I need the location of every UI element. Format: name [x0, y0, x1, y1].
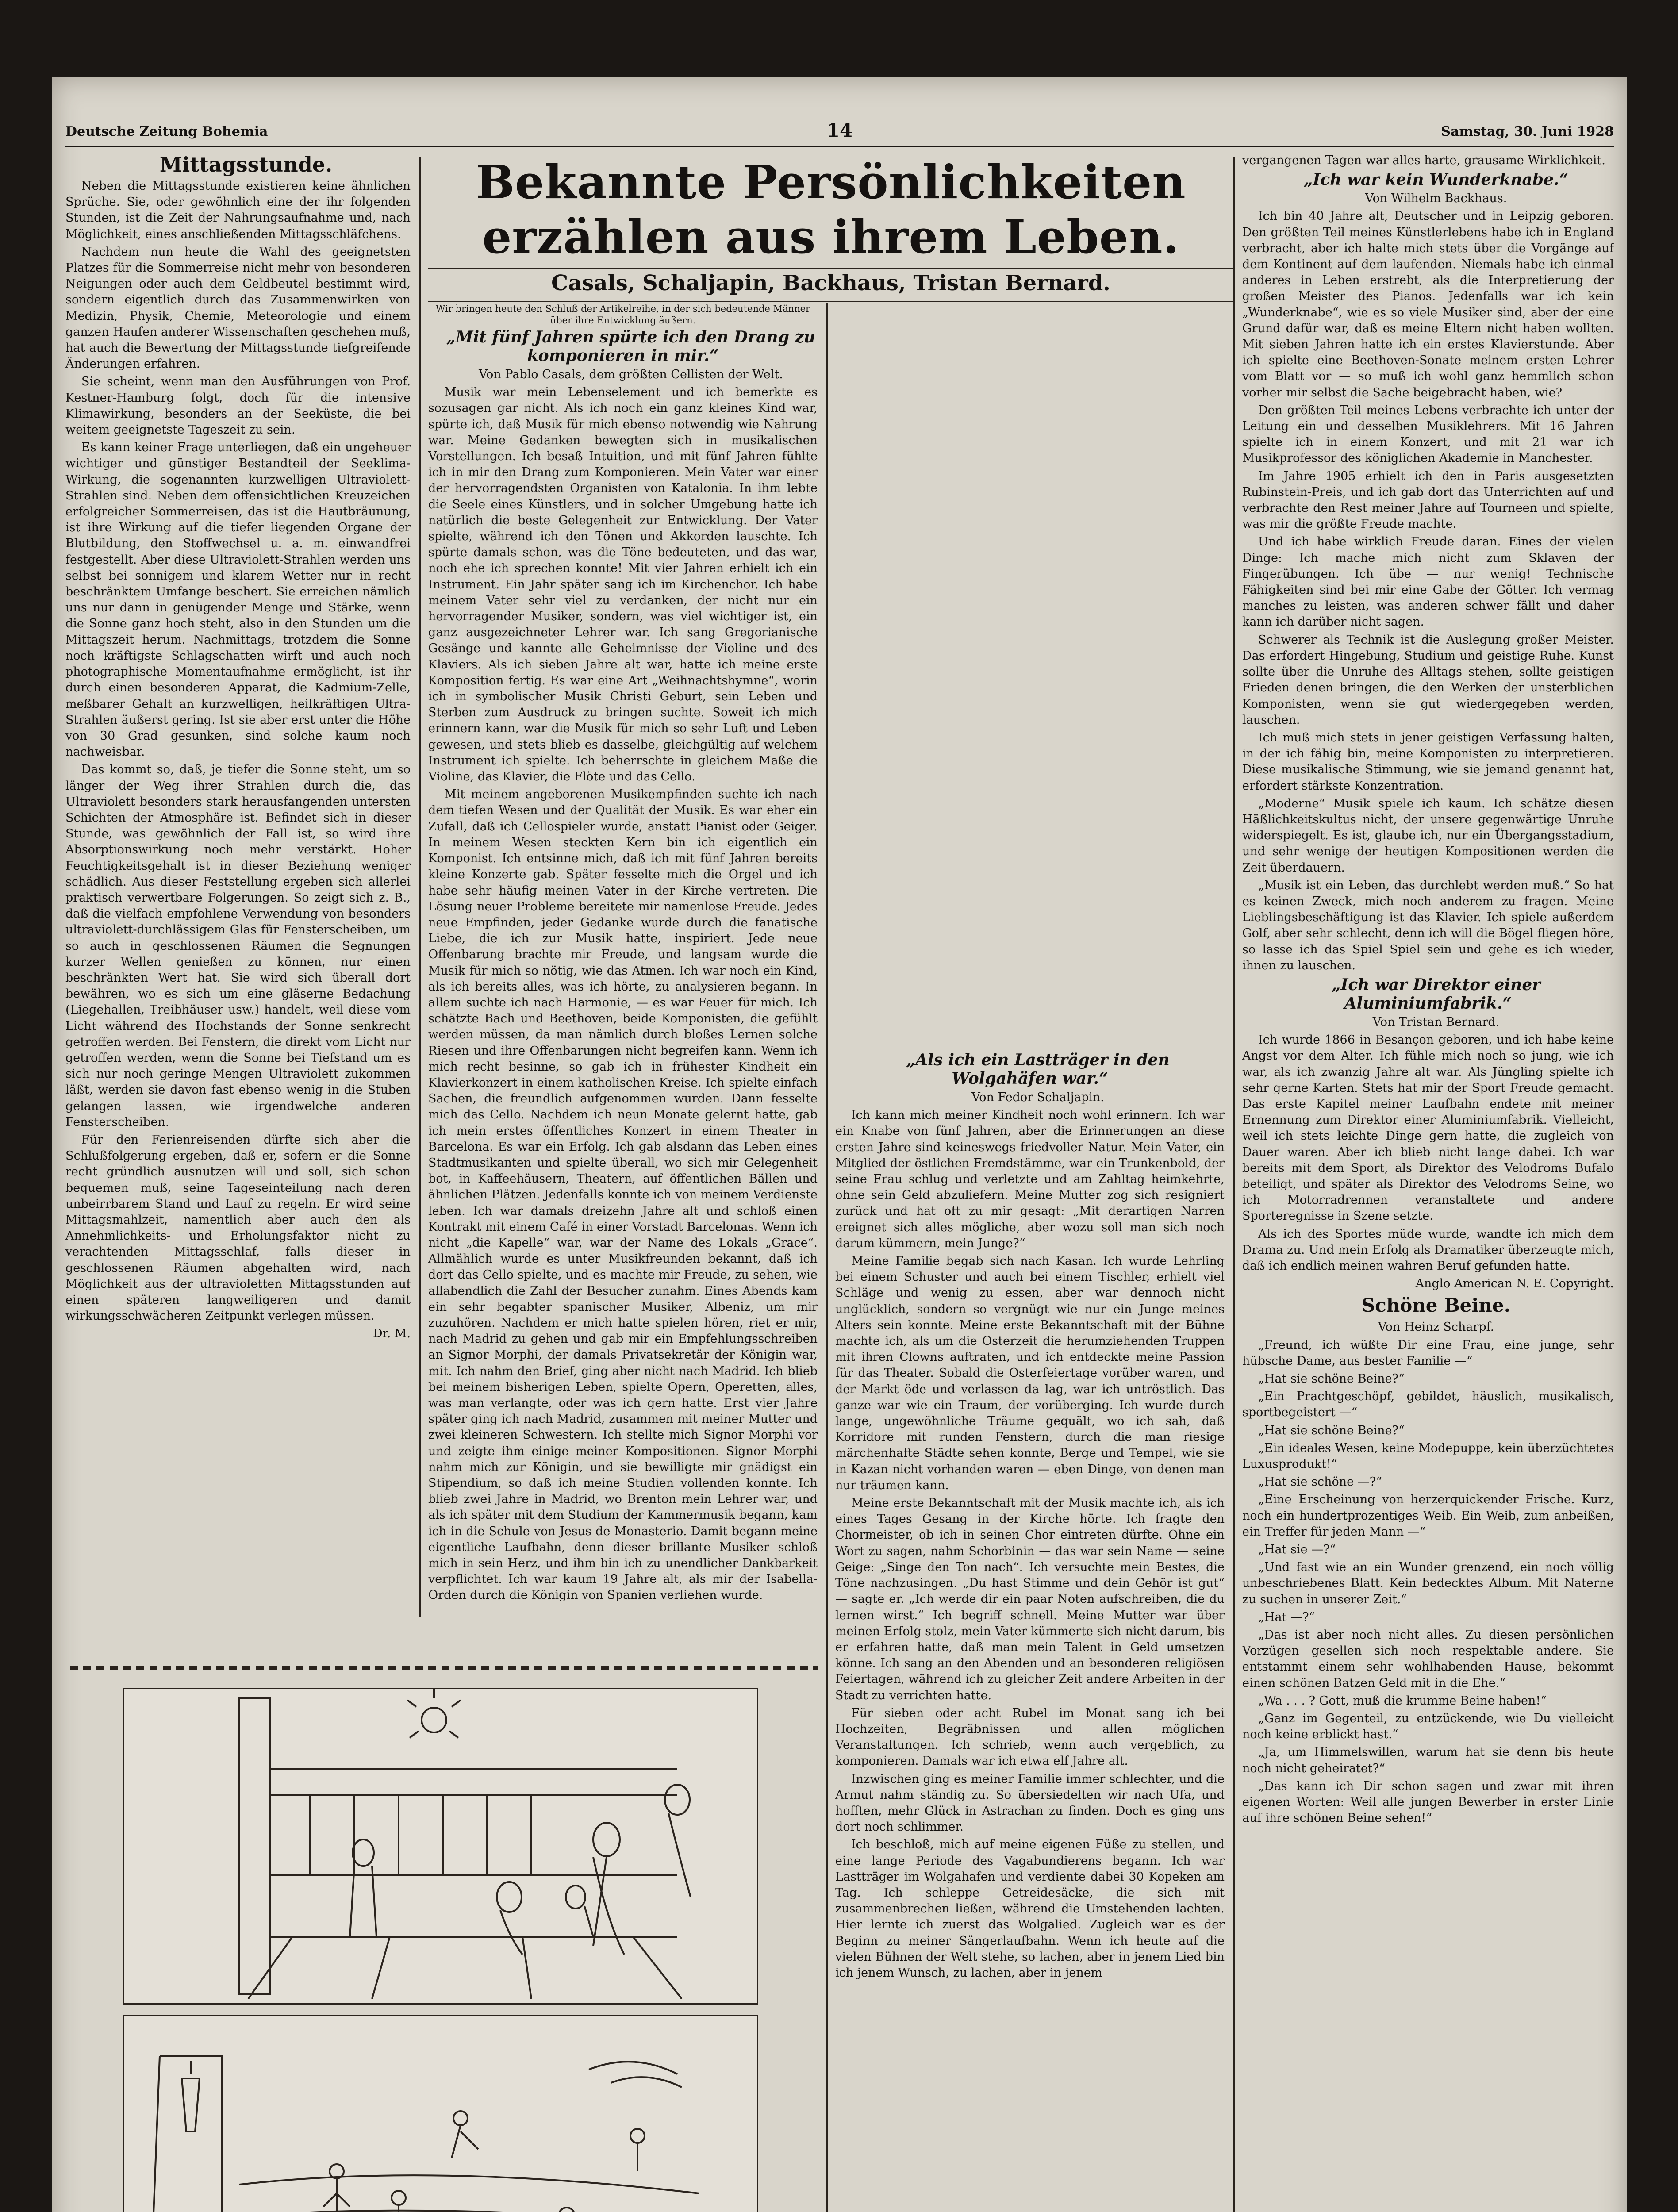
byline: Von Pablo Casals, dem größten Cellisten der Welt.: [479, 368, 783, 381]
story-title: Schöne Beine.: [1361, 1294, 1511, 1317]
issue-date: Samstag, 30. Juni 1928: [1441, 124, 1614, 139]
column-rule: [1233, 157, 1235, 2212]
byline: Von Heinz Scharpf.: [1378, 1320, 1494, 1334]
paragraph: Meine erste Bekanntschaft mit der Musik machte ich, als ich eines Tages Gesang in der Kirche hörte. Ich fragte den Chormeister, ob ich in seinen Chor eintreten dürfte. Ohne ein Wort zu sagen, nahm Schorbinin — das war sein Name — seine Geige: „Singe den Ton nach“. Ich versuchte mein Bestes, die Töne nachzusingen. „Du hast Stimme und dein Gehör ist gut“ — sagte er. „Ich werde dir ein paar Noten aufschreiben, die du lernen wirst.“ Ich begriff schnell. Meine Mutter war über meinen Erfolg stolz, mein Vater kümmerte sich nicht darum, bis er erfahren hatte, daß man mein Talent in Geld umsetzen könne. Ich sang an den Abenden und an besonderen religiösen Feiertagen, während ich zu gleicher Zeit andere Arbeiten in der Stadt zu verrichten hatte.: [835, 1496, 1225, 1702]
column-rule: [419, 157, 421, 1617]
paragraph: Meine Familie begab sich nach Kasan. Ich wurde Lehrling bei einem Schuster und auch bei einem Tischler, erhielt viel Schläge und wenig zu essen, aber war dennoch nicht unglücklich, sondern so vergnügt wie nur ein Junge meines Alters sein konnte. Meine erste Bekanntschaft mit der Bühne machte ich, als um die Osterzeit die herumziehenden Truppen mit ihren Clowns auftraten, und ich entdeckte meine Passion für das Theater. Sobald die Osterfeiertage vorüber waren, und der Markt öde und verlassen da lag, war ich untröstlich. Das ganze war wie ein Traum, der vorüberging. Ich wurde durch lange, ungewöhnliche Träume gequält, wo ich sah, daß Korridore mit runden Fenstern, durch die man riesige märchenhafte Städte sehen konnte, Berge und Tempel, wie sie in Kazan nicht vorhanden waren — eben Dinge, von denen man nur träumen kann.: [835, 1254, 1225, 1492]
section-title: „Als ich ein Lastträger in den Wolgahäfen war.“: [906, 1051, 1170, 1088]
paragraph: Es kann keiner Frage unterliegen, daß ein ungeheuer wichtiger und günstiger Bestandteil der Seeklima-Wirkung, die sogenannten kurzwelligen Ultraviolett-Strahlen sind. Neben dem offensichtlichen Kreuzeichen erfolgreicher Sommerreisen, das ist die Hautbräunung, ist ihre Wirkung auf die tiefer liegenden Organe der Blutbildung, den Stoffwechsel u. a. m. einwandfrei festgestellt. Aber diese Ultraviolett-Strahlen werden uns selbst bei sonnigem und klarem Wetter nur in recht beschränktem Umfange beschert. Sie erreichen nämlich uns nur dann in genügender Menge und Stärke, wenn die Sonne ganz hoch steht, also in den Stunden um die Mittagszeit herum. Nachmittags, trotzdem die Sonne noch kräftigste Schlagschatten wirft und auch noch photographische Momentaufnahme ermöglicht, ist ihr durch einen besonderen Apparat, die Kadmium-Zelle, meßbarer Gehalt an kurzwelligen, heilkräftigen Ultra-Strahlen äußerst gering. Ist sie aber erst unter die Höhe von 30 Grad gesunken, sind solche kaum noch nachweisbar.: [65, 441, 411, 759]
byline: Von Fedor Schaljapin.: [971, 1091, 1104, 1104]
paragraph: „Ja, um Himmelswillen, warum hat sie denn bis heute noch nicht geheiratet?“: [1242, 1745, 1614, 1775]
section-title: „Ich war kein Wunderknabe.“: [1303, 170, 1569, 189]
paragraph: „Hat sie —?“: [1258, 1543, 1336, 1557]
paragraph: Ich muß mich stets in jener geistigen Verfassung halten, in der ich fähig bin, meine Komponisten zu interpretieren. Diese musikalische Stimmung, wie sie jemand genannt hat, erfordert stärkste Konzentration.: [1242, 730, 1614, 793]
byline: Von Tristan Bernard.: [1372, 1015, 1500, 1029]
paragraph: „Moderne“ Musik spiele ich kaum. Ich schätze diesen Häßlichkeitskultus nicht, der unsere gegenwärtige Unruhe widerspiegelt. Es ist, glaube ich, nur ein Übergangsstadium, und sehr wenige der heutigen Kompositionen werden die Zeit überdauern.: [1242, 796, 1614, 875]
paragraph: „Eine Erscheinung von herzerquickender Frische. Kurz, noch ein hundertprozentiges Weib. Ein Weib, zum anbeißen, ein Treffer für jeden Mann —“: [1242, 1493, 1614, 1539]
paragraph: „Hat sie schöne —?“: [1258, 1475, 1382, 1489]
copyright-note: Anglo American N. E. Copyright.: [1415, 1277, 1614, 1291]
paragraph: „Ein Prachtgeschöpf, gebildet, häuslich, musikalisch, sportbegeistert —“: [1242, 1390, 1614, 1420]
paragraph: „Das kann ich Dir schon sagen und zwar mit ihren eigenen Worten: Weil alle jungen Bewerber in erster Linie auf ihre schönen Beine sehen!“: [1242, 1779, 1614, 1825]
column-schaljapin: [835, 303, 1225, 2212]
cartoon-panel-bottom: [123, 2015, 758, 2212]
paragraph: Inzwischen ging es meiner Familie immer schlechter, und die Armut nahm ständig zu. So übersiedelten wir nach Ufa, und hofften, mehr Glück in Astrachan zu finden. Doch es ging uns dort noch schlimmer.: [835, 1772, 1225, 1834]
feature-headline: Bekannte Persönlichkeiten erzählen aus ihrem Leben.: [476, 155, 1186, 264]
paragraph: „Das ist aber noch nicht alles. Zu diesen persönlichen Vorzügen gesellen sich noch respektable andere. Sie entstammt einem sehr wohlhabenden Hause, bekommt einen schönen Batzen Geld mit in die Ehe.“: [1242, 1628, 1614, 1690]
paragraph: „Wa . . . ? Gott, muß die krumme Beine haben!“: [1258, 1694, 1547, 1708]
paragraph: Musik war mein Lebenselement und ich bemerkte es sozusagen gar nicht. Als ich noch ein ganz kleines Kind war, spürte ich, daß Musik für mich ebenso notwendig wie Nahrung war. Meine Gedanken bewegten sich in musikalischen Vorstellungen. Ich besaß Intuition, und mit fünf Jahren fühlte ich in mir den Drang zum Komponieren. Mein Vater war einer der hervorragendsten Organisten von Katalonia. In ihm lebte die Seele eines Künstlers, und in solcher Umgebung hatte ich natürlich die beste Gelegenheit zur Entwicklung. Der Vater spielte, während ich den Tönen und Akkorden lauschte. Ich spürte damals schon, was die Töne bedeuteten, und das war, noch ehe ich sprechen konnte! Mit vier Jahren erhielt ich ein Instrument. Ein Jahr später sang ich im Kirchenchor. Ich habe meinem Vater sehr viel zu verdanken, der nicht nur ein hervorragender Musiker, sondern, was viel wichtiger ist, ein ganz ausgezeichneter Lehrer war. Ich sang Gregorianische Gesänge und kannte alle Geheimnisse der Violine und des Klaviers. Als ich sieben Jahre alt war, hatte ich meine erste Komposition fertig. Es war eine Art „Weihnachtshymne“, worin ich in symbolischer Musik Christi Geburt, sein Leben und Sterben zum Ausdruck zu bringen suchte. Soweit ich mich erinnern kann, war die Musik für mich so sehr Luft und Leben gewesen, und stets blieb es dasselbe, gleichgültig auf welchem Instrument ich spielte. Ich beherrschte in gleichem Maße die Violine, das Klavier, die Flöte und das Cello.: [428, 385, 818, 784]
article-title: Mittagsstunde.: [159, 153, 333, 177]
paragraph: Ich beschloß, mich auf meine eigenen Füße zu stellen, und eine lange Periode des Vagabundierens begann. Ich war Lastträger im Wolgahafen und verdiente dabei 30 Kopeken am Tag. Ich schleppe Getreidesäcke, die sich mit zusammenbrechen ließen, während die Umstehenden lachten. Hier lernte ich zuerst das Wolgalied. Zugleich war es der Beginn zu meiner Sängerlaufbahn. Wenn ich heute auf die vielen Bühnen der Welt stehe, so lachen, aber in jenem Lied bin ich jenem Wunsch, zu lachen, aber in jenem: [835, 1838, 1225, 1980]
paragraph: „Ganz im Gegenteil, zu entzückende, wie Du vielleicht noch keine erblickt hast.“: [1242, 1712, 1614, 1742]
paragraph: „Musik ist ein Leben, das durchlebt werden muß.“ So hat es keinen Zweck, mich noch anderem zu fragen. Meine Lieblingsbeschäftigung ist das Klavier. Ich spiele außerdem Golf, aber sehr schlecht, denn ich will die Bögel fliegen höre, so lasse ich das Spiel Spiel sein und gehe es ich wieder, ihnen zu lauschen.: [1242, 878, 1614, 972]
paragraph: „Ein ideales Wesen, keine Modepuppe, kein überzüchtetes Luxusprodukt!“: [1242, 1441, 1614, 1471]
paragraph: Ich kann mich meiner Kindheit noch wohl erinnern. Ich war ein Knabe von fünf Jahren, aber die Erinnerungen an diese ersten Jahre sind keineswegs friedvoller Natur. Mein Vater, ein Mitglied der östlichen Fremdstämme, war ein Trunkenbold, der seine Frau schlug und verletzte und am Zahltag heimkehrte, ohne sein Geld abzuliefern. Meine Mutter zog sich resigniert zurück und hat oft zu mir gesagt: „Mit derartigen Narren ereignet sich alles mögliche, aber wozu soll man sich noch darum kümmern, mein Junge?“: [835, 1108, 1225, 1250]
paragraph: Sie scheint, wenn man den Ausführungen von Prof. Kestner-Hamburg folgt, doch für die intensive Klimawirkung, besonders an der Seeküste, die bei weitem geeignetste Tageszeit zu sein.: [65, 375, 411, 437]
paragraph: „Hat —?“: [1258, 1610, 1315, 1624]
paragraph: Ich bin 40 Jahre alt, Deutscher und in Leipzig geboren. Den größten Teil meines Künstlerlebens habe ich in England verbracht, aber ich halte mich stets über die Vorgänge auf dem Kontinent auf dem laufenden. Niemals habe ich einmal anderes in Leben erstrebt, als die Interpretierung der großen Meister des Pianos. Jedenfalls war ich kein „Wunderknabe“, wie es so viele Musiker sind, aber der eine Grund dafür war, daß es meine Eltern nicht haben wollten. Mit sieben Jahren hatte ich ein erstes Klavierstunde. Aber ich spielte eine Beethoven-Sonate meinem ersten Lehrer vom Blatt vor — so muß ich wohl ganz hemmlich schon vorher mir selbst die Sache beigebracht haben, wie?: [1242, 209, 1614, 399]
cartoon-drawing: [124, 2016, 757, 2212]
newspaper-page: [52, 77, 1627, 2212]
paragraph: „Freund, ich wüßte Dir eine Frau, eine junge, sehr hübsche Dame, aus bester Familie —“: [1242, 1338, 1614, 1368]
page-number: 14: [826, 119, 853, 141]
paragraph: „Hat sie schöne Beine?“: [1258, 1372, 1405, 1386]
headline-rule: [428, 301, 1233, 302]
section-title: „Mit fünf Jahren spürte ich den Drang zu komponieren in mir.“: [446, 328, 816, 365]
paragraph: „Und fast wie an ein Wunder grenzend, ein noch völlig unbeschriebenes Blatt. Kein bedecktes Album. Mit Naterne zu suchen in unserer Zeit.“: [1242, 1560, 1614, 1606]
paragraph: Das kommt so, daß, je tiefer die Sonne steht, um so länger der Weg ihrer Strahlen durch die, das Ultraviolett besonders stark herausfangenden untersten Schichten der Atmosphäre ist. Befindet sich in dieser Stunde, was gewöhnlich der Fall ist, so wird ihre Absorptionswirkung noch mehr verstärkt. Hoher Feuchtigkeitsgehalt ist in dieser Beziehung weniger schädlich. Aus dieser Feststellung ergeben sich allerlei praktisch verwertbare Folgerungen. So zeigt sich z. B., daß die vielfach empfohlene Verwendung von besonders ultraviolett-durchlässigem Glas für Fensterscheiben, um so auch in geschlossenen Räumen die Segnungen kurzer Wellen genießen zu können, nur einen beschränkten Wert hat. Sie wird sich überall dort bewähren, wo es sich um eine gläserne Bedachung (Liegehallen, Treibhäuser usw.) handelt, weil diese vom Licht während des Hochstands der Sonne senkrecht getroffen werden. Bei Fenstern, die direkt vom Licht nur getroffen werden, wenn die Sonne bei Tiefstand um es sich nur noch geringe Mengen Ultraviolett zukommen läßt, werden sie davon fast ebenso wenig in die Stuben gelangen lassen, wie irgendwelche anderen Fensterscheiben.: [65, 763, 411, 1129]
paragraph: Im Jahre 1905 erhielt ich den in Paris ausgesetzten Rubinstein-Preis, und ich gab dort das Unterrichten auf und verbrachte den Rest meiner Jahre auf Tourneen und spielte, was mir die größte Freude machte.: [1242, 469, 1614, 531]
byline: Von Wilhelm Backhaus.: [1365, 192, 1507, 206]
section-title: „Ich war Direktor einer Aluminiumfabrik.“: [1331, 975, 1541, 1013]
paragraph: Den größten Teil meines Lebens verbrachte ich unter der Leitung ein und desselben Musiklehrers. Mit 16 Jahren spielte ich in einem Konzert, und mit 21 war ich Musikprofessor des königlichen Akademie in Manchester.: [1242, 403, 1614, 465]
paragraph: Schwerer als Technik ist die Auslegung großer Meister. Das erfordert Hingebung, Studium und geistige Ruhe. Kunst sollte über die Unruhe des Alltags stehen, sollte geistigen Frieden denen bringen, die den Werken der unsterblichen Komponisten, wenn sie gut wiedergegeben werden, lauschen.: [1242, 633, 1614, 727]
paragraph: Neben die Mittagsstunde existieren keine ähnlichen Sprüche. Sie, oder gewöhnlich eine der ihr folgenden Stunden, ist die Zeit der Nahrungsaufnahme und, nach Möglichkeit, eines anschließenden Mittagsschläfchens.: [65, 179, 411, 241]
paragraph: Und ich habe wirklich Freude daran. Eines der vielen Dinge: Ich mache mich nicht zum Sklaven der Fingerübungen. Ich übe — nur wenig! Technische Fähigkeiten sind bei mir eine Gabe der Götter. Ich vermag manches zu leisten, was anderen schwer fällt und daher kann ich darüber nicht sagen.: [1242, 535, 1614, 629]
paragraph: Für den Ferienreisenden dürfte sich aber die Schlußfolgerung ergeben, daß er, sofern er die Sonne recht gründlich ausnutzen will und soll, sich schon bequemen muß, seine Tageseinteilung nach deren unbeirrbarem Stand und Lauf zu regeln. Er wird seine Mittagsmahlzeit, namentlich aber auch den als Annehmlichkeits- und Erholungsfaktor nicht zu verachtenden Mittagsschlaf, falls dieser in geschlossenen Räumen abgehalten wird, nach Möglichkeit aus der ultravioletten Mittagsstunden auf einen späteren langweiligeren und damit wirkungsschwächeren Zeitpunkt verlegen müssen.: [65, 1133, 411, 1323]
cartoon-drawing: [124, 1689, 757, 2003]
feature-subheadline: Casals, Schaljapin, Backhaus, Tristan Bernard.: [551, 271, 1110, 296]
cartoon-panel-top: [123, 1688, 758, 2005]
paragraph: Als ich des Sportes müde wurde, wandte ich mich dem Drama zu. Und mein Erfolg als Dramatiker überzeugte mich, daß ich endlich meinen wahren Beruf gefunden hatte.: [1242, 1227, 1614, 1273]
decorative-rule: [70, 1666, 818, 1670]
column-mittagsstunde: [65, 153, 411, 1657]
headline-rule: [428, 268, 1233, 269]
continued-casals-spacer: [835, 303, 1225, 1051]
paragraph: Ich wurde 1866 in Besançon geboren, und ich habe keine Angst vor dem Alter. Ich fühle mich noch so jung, wie ich war, als ich zwanzig Jahre alt war. Als Jüngling spielte ich sehr gerne Karten. Stets hat mir der Sport Freude gemacht. Das erste Kapitel meiner Laufbahn endete mit meiner Ernennung zum Direktor einer Aluminiumfabrik. Vielleicht, weil ich stets leichte Dinge gern hatte, die zugleich von Dauer waren. Aber ich blieb nicht lange dabei. Ich war bereits mit dem Sport, als Direktor des Velodroms Bufalo beteiligt, und später als Direktor des Velodroms Seine, wo ich Motorradrennen veranstaltete und andere Sporteregnisse in Szene setzte.: [1242, 1033, 1614, 1223]
paragraph: vergangenen Tagen war alles harte, grausame Wirklichkeit.: [1242, 154, 1605, 167]
column-casals: [428, 303, 818, 1644]
paragraph: Nachdem nun heute die Wahl des geeignetsten Platzes für die Sommerreise nicht mehr von besonderen Neigungen oder auch dem Geldbeutel bestimmt wird, sondern eigentlich durch das Zusammenwirken von Medizin, Physik, Chemie, Meteorologie und einem ganzen Haufen anderer Wissenschaften geschehen muß, hat auch die Bewertung der Mittagsstunde tiefgreifende Änderungen erfahren.: [65, 245, 411, 371]
column-backhaus-bernard-story: [1242, 153, 1614, 2212]
paragraph: Mit meinem angeborenen Musikempfinden suchte ich nach dem tiefen Wesen und der Qualität der Musik. Es war eher ein Zufall, daß ich Cellospieler wurde, anstatt Pianist oder Geiger. In meinem Wesen steckten Kern bin ich eigentlich ein Komponist. Ich entsinne mich, daß ich mit fünf Jahren bereits kleine Konzerte gab. Später fesselte mich die Orgel und ich habe sehr häufig meinen Vater in der Kirche vertreten. Die Lösung neuer Probleme bereitete mir namenlose Freude. Jedes neue Empfinden, jeder Gedanke wurde durch die fanatische Liebe, die ich zur Musik hatte, inspiriert. Jede neue Offenbarung brachte mir Freude, und langsam wurde die Musik für mich so nötig, wie das Atmen. Ich war noch ein Kind, als ich bereits alles, was ich hörte, zu analysieren begann. In allem suchte ich nach Harmonie, — es war Feuer für mich. Ich schätzte Bach und Beethoven, beide Komponisten, die gefühlt werden müssen, da man nämlich durch bloßes Lernen solche Riesen und ihre Offenbarungen nicht begreifen kann. Wenn ich mich recht besinne, so gab ich in frühester Kindheit ein Klavierkonzert in einem katholischen Kreise. Ich spielte einfach Sachen, die freundlich aufgenommen wurden. Dann fesselte mich das Cello. Nachdem ich neun Monate gelernt hatte, gab ich mein erstes öffentliches Konzert in einem Theater in Barcelona. Es war ein Erfolg. Ich gab alsdann das Leben eines Stadtmusikanten und spielte überall, wo sich mir Gelegenheit bot, in Kaffeehäusern, Theatern, auf öffentlichen Bällen und ähnlichen Plätzen. Jedenfalls konnte ich von meinem Verdienste leben. Ich war damals dreizehn Jahre alt und schloß einen Kontrakt mit einem Café in einer Vorstadt Barcelonas. Wenn ich nicht „die Kapelle“ war, war der Name des Lokals „Grace“. Allmählich wurde es unter Musikfreunden bekannt, daß ich dort das Cello spielte, und es machte mir Freude, zu sehen, wie allabendlich die Zahl der Besucher zunahm. Eines Abends kam ein sehr begabter spanischer Musiker, Albeniz, um mir zuzuhören. Nachdem er mich hatte spielen hören, riet er mir, nach Madrid zu gehen und gab mir ein Empfehlungsschreiben an Signor Morphi, der damals Privatsekretär der Königin war, mit. Ich nahm den Brief, ging aber nicht nach Madrid. Ich blieb bei meinem bisherigen Leben, spielte Opern, Operetten, alles, was man verlangte, oder was ich gern hatte. Erst vier Jahre später ging ich nach Madrid, zusammen mit meiner Mutter und zwei kleineren Schwestern. Ich stellte mich Signor Morphi vor und zeigte ihm einige meiner Kompositionen. Signor Morphi nahm mich zur Königin, und sie bewilligte mir gnädigst ein Stipendium, so daß ich meine Studien vollenden konnte. Ich blieb zwei Jahre in Madrid, wo Brenton mein Lehrer war, und als ich später mit dem Studium der Kammermusik begann, kam ich in die Schule von Jesus de Monasterio. Damit begann meine eigentliche Laufbahn, denn dieser brillante Musiker schloß mich in sein Herz, und ihm bin ich zu unendlicher Dankbarkeit verpflichtet. Ich war kaum 19 Jahre alt, als mir der Isabella-Orden durch die Königin von Spanien verliehen wurde.: [428, 787, 818, 1602]
feature-intro: Wir bringen heute den Schluß der Artikelreihe, in der sich bedeutende Männer über ihre Entwicklung äußern.: [435, 303, 810, 326]
paragraph: „Hat sie schöne Beine?“: [1258, 1423, 1405, 1437]
column-rule: [826, 303, 828, 2212]
signature: Dr. M.: [373, 1327, 411, 1341]
page-header: [65, 119, 1614, 147]
masthead-name: Deutsche Zeitung Bohemia: [65, 124, 268, 139]
paragraph: Für sieben oder acht Rubel im Monat sang ich bei Hochzeiten, Begräbnissen und allen möglichen Veranstaltungen. Ich schrieb, wenn auch vergeblich, zu komponieren. Damals war ich etwa elf Jahre alt.: [835, 1706, 1225, 1768]
